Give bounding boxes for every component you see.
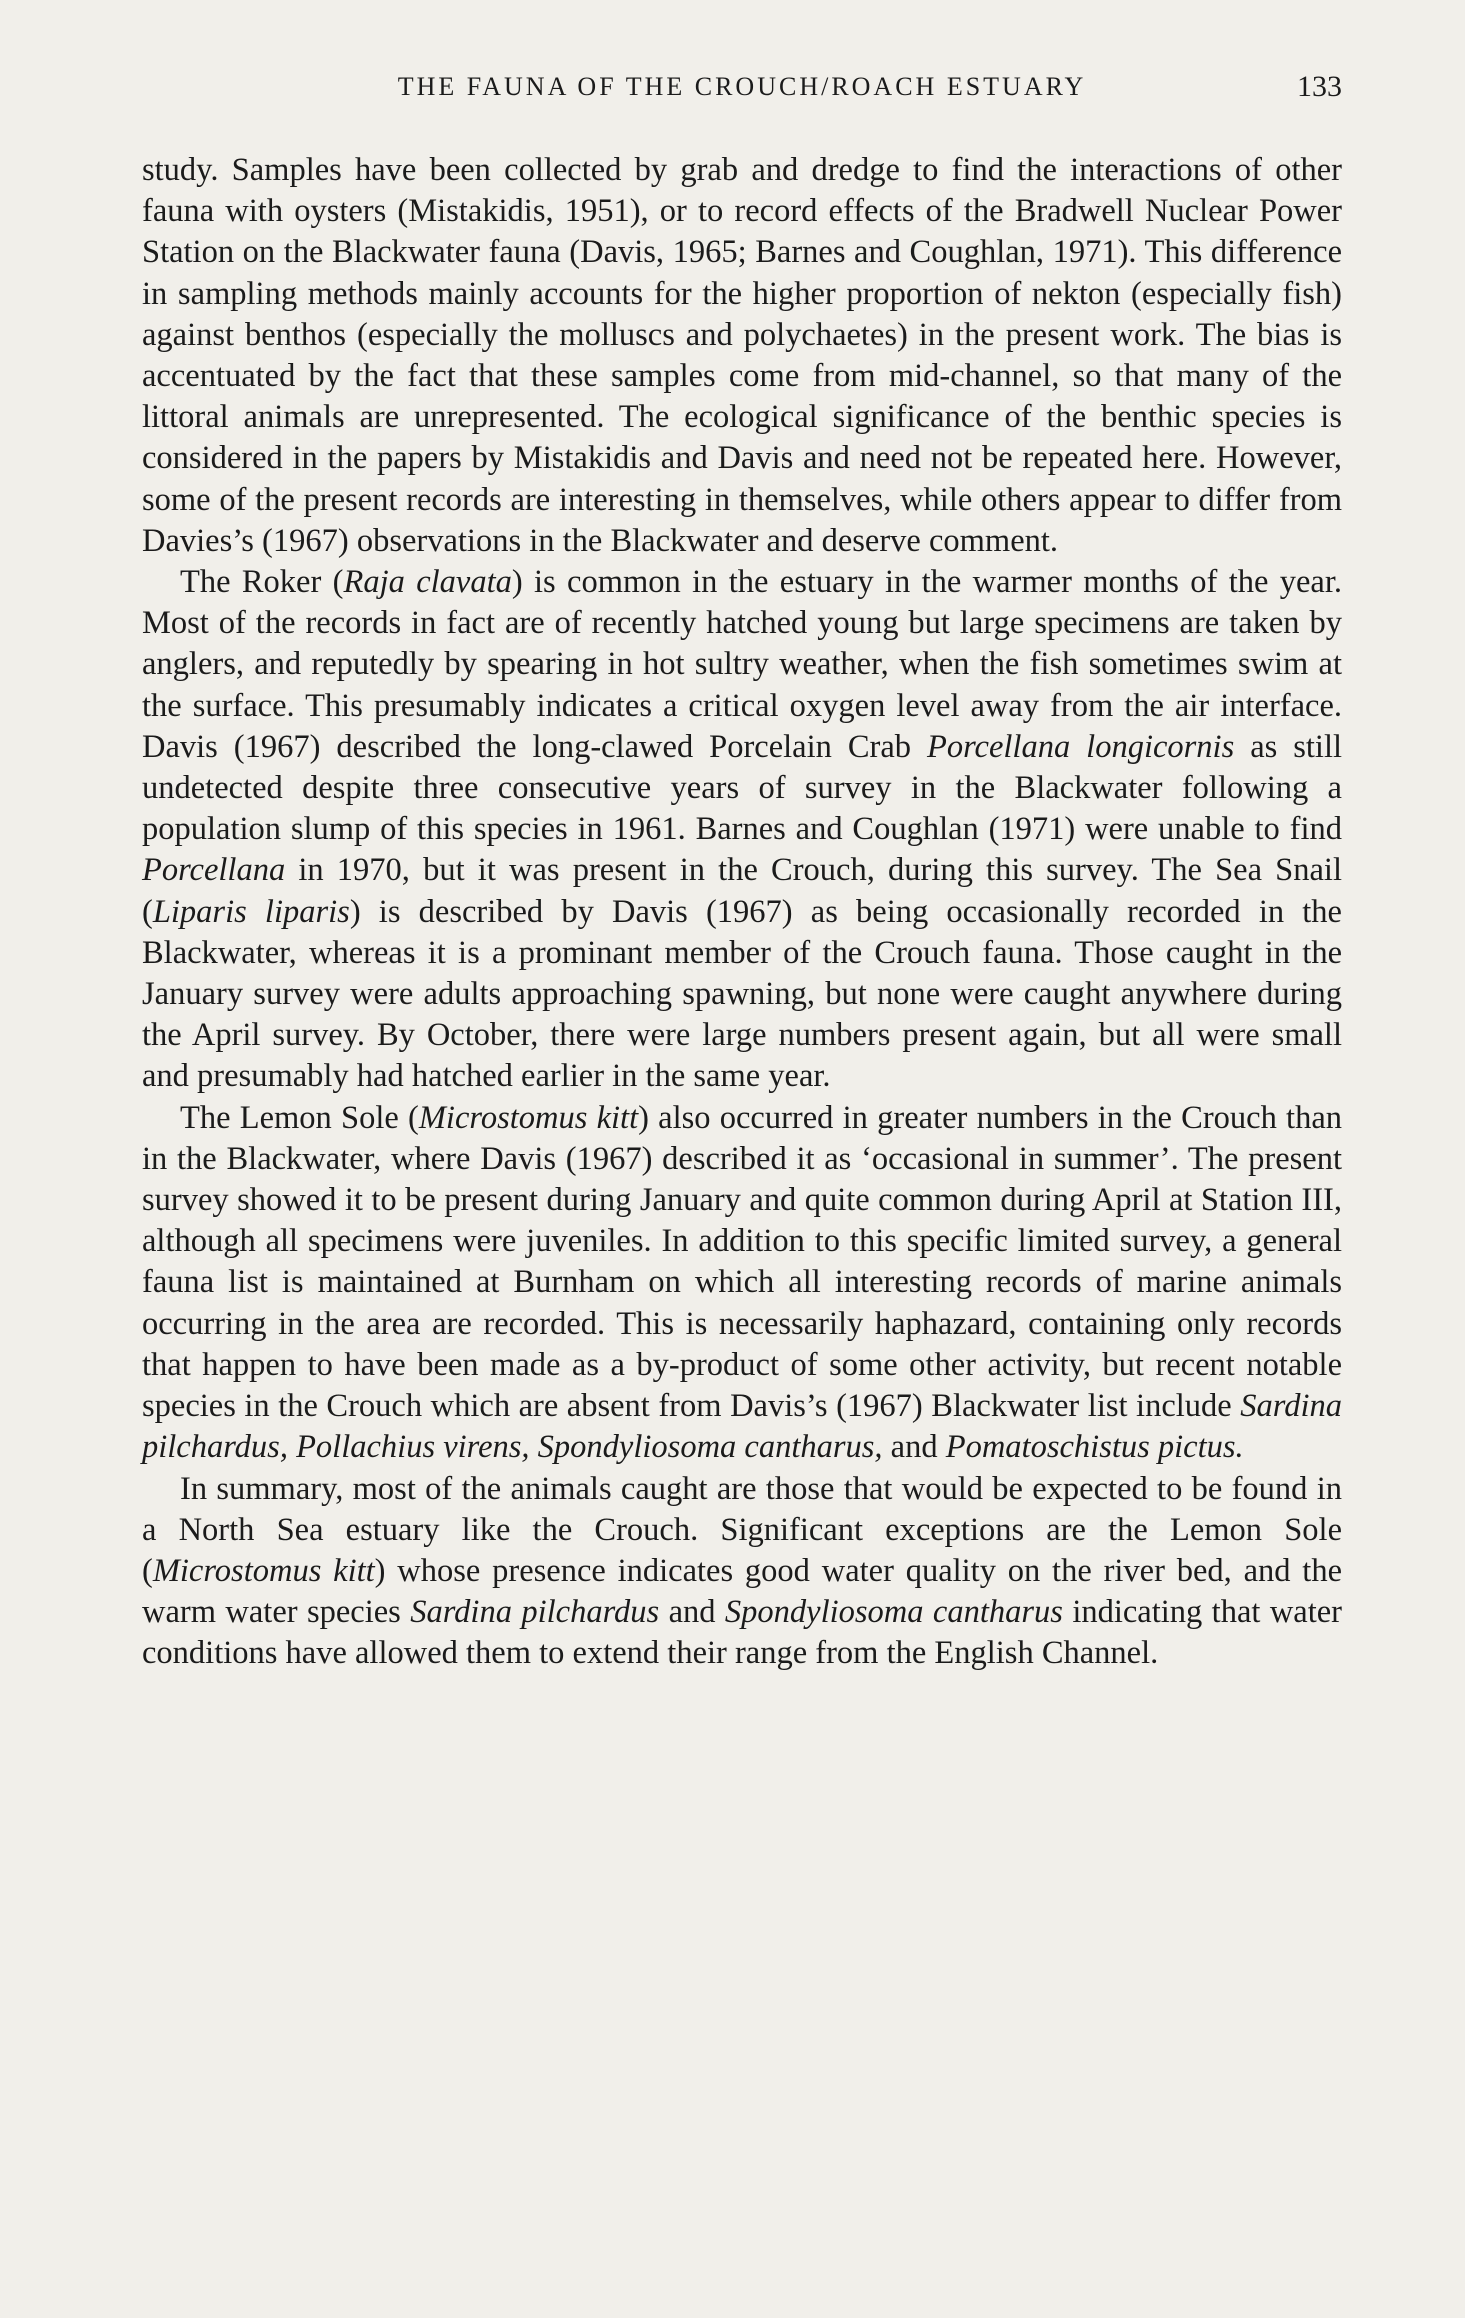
paragraph xyxy=(142,1469,1342,1675)
text-run: in 1970, but it was present in the Crouch, during this survey. The Sea Snail ( xyxy=(142,852,1342,930)
body-text xyxy=(142,150,1342,1675)
text-run: ) whose presence indicates good water quality on the river bed, and the warm water species xyxy=(142,1552,1342,1631)
italic-text-run: Liparis liparis xyxy=(152,893,350,930)
italic-text-run: Microstomus kitt xyxy=(418,1099,639,1136)
text-run: as still undetected despite three consecutive years of survey in the Blackwater following a population slump of this species in 1961. Barnes and Coughlan (1971) were unable to find xyxy=(142,728,1343,848)
text-run: The Lemon Sole ( xyxy=(180,1099,419,1136)
running-head xyxy=(142,72,1342,112)
text-run: ) is common in the estuary in the warmer months of the year. Most of the records in fact are of recently hatched young but large specimens are taken by anglers, and reputedly by spearing in hot sultry weather, when the fish sometimes swim at the surface. This presumably indicates a critical oxygen level away from the air interface. Davis (1967) described the long-clawed Porcelain Crab xyxy=(142,564,1342,765)
text-run: ) is described by Davis (1967) as being occasionally recorded in the Blackwater, whereas it is a prominant member of the Crouch fauna. Those caught in the January survey were adults approaching spawning, but none were caught anywhere during the April survey. By October, there were large numbers present again, but all were small and presumably had hatched earlier in the same year. xyxy=(142,893,1342,1095)
text-run: and xyxy=(882,1429,946,1466)
text-run: indicating that water conditions have allowed them to extend their range from the English Channel. xyxy=(142,1594,1342,1672)
text-run: The Roker ( xyxy=(180,564,344,601)
italic-text-run: Sardina pilchardus, Pollachius virens, Spondyliosoma cantharus, xyxy=(142,1388,1342,1466)
text-run: ) also occurred in greater numbers in the Crouch than in the Blackwater, where Davis (1967) described it as ‘occasional in summer’. The present survey showed it to be present during January and quite common during April at Station III, although all specimens were juveniles. In addition to this specific limited survey, a general fauna list is maintained at Burnham on which all interesting records of marine animals occurring in the area are recorded. This is necessarily haphazard, containing only records that happen to have been made as a by-product of some other activity, but recent notable species in the Crouch which are absent from Davis’s (1967) Blackwater list include xyxy=(142,1099,1343,1425)
paragraph xyxy=(142,1098,1342,1469)
italic-text-run: Porcellana xyxy=(142,852,286,889)
italic-text-run: Raja clavata xyxy=(343,564,512,601)
paragraph xyxy=(142,562,1342,1098)
italic-text-run: Spondyliosoma cantharus xyxy=(724,1594,1063,1631)
italic-text-run: Microstomus kitt xyxy=(152,1552,375,1589)
text-run: In summary, most of the animals caught are those that would be expected to be found in a North Sea estuary like the Crouch. Significant exceptions are the Lemon Sole ( xyxy=(142,1470,1342,1589)
italic-text-run: Sardina pilchardus xyxy=(410,1594,660,1631)
italic-text-run: Pomatoschistus pictus. xyxy=(945,1429,1244,1466)
italic-text-run: Porcellana longicornis xyxy=(927,728,1235,765)
text-run: and xyxy=(659,1594,725,1631)
text-run: study. Samples have been collected by grab and dredge to find the interactions of other fauna with oysters (Mistakidis, 1951), or to record effects of the Bradwell Nuclear Power Station on the Blackwater fauna (Davis, 1965; Barnes and Coughlan, 1971). This difference in sampling methods mainly accounts for the higher proportion of nekton (especially fish) against benthos (especially the molluscs and polychaetes) in the present work. The bias is accentuated by the fact that these samples come from mid-channel, so that many of the littoral animals are unrepresented. The ecological significance of the benthic species is considered in the papers by Mistakidis and Davis and need not be repeated here. However, some of the present records are interesting in themselves, while others appear to differ from Davies’s (1967) observations in the Blackwater and deserve comment. xyxy=(142,152,1342,559)
paragraph xyxy=(142,150,1342,562)
running-title: THE FAUNA OF THE CROUCH/ROACH ESTUARY xyxy=(397,72,1087,101)
page-number: 133 xyxy=(1297,70,1342,103)
